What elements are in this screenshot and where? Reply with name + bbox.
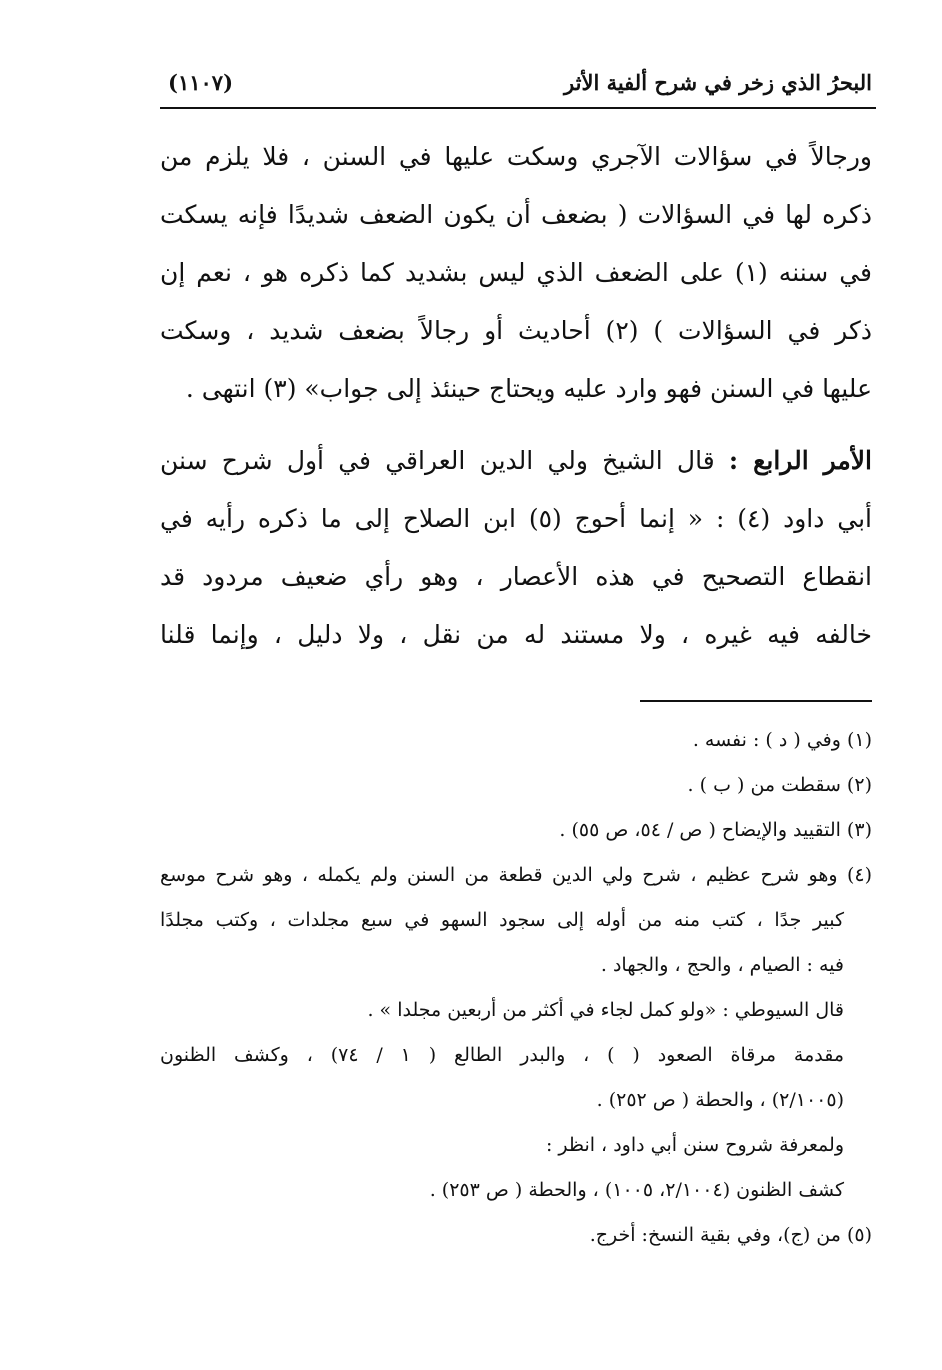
body-line: ورجالاً في سؤالات الآجري وسكت عليها في السنن ، فلا يلزم من	[160, 142, 872, 171]
header-rule	[160, 107, 876, 109]
footnote-4-cont: كشف الظنون (٢/١٠٠٤، ١٠٠٥) ، والحطة ( ص ٢٥٣) .	[429, 1179, 844, 1201]
footnote-2: (٢) سقطت من ( ب ) .	[687, 774, 872, 796]
body-line: أبي داود (٤) : « إنما أحوج (٥) ابن الصلاح إلى ما ذكره رأيه في	[160, 504, 872, 533]
footnote-3: (٣) التقييد والإيضاح ( ص / ٥٤، ص ٥٥) .	[559, 819, 872, 841]
footnote-4-cont: فيه : الصيام ، والحج ، والجهاد .	[600, 954, 844, 976]
body-line: خالفه فيه غيره ، ولا مستند له من نقل ، ولا دليل ، وإنما قلنا	[160, 620, 872, 649]
footnote-4-cont: مقدمة مرقاة الصعود ( ) ، والبدر الطالع ( ١ / ٧٤) ، وكشف الظنون	[160, 1044, 845, 1066]
body-line: عليها في السنن فهو وارد عليه ويحتاج حينئذ إلى جواب» (٣) انتهى .	[185, 374, 872, 403]
page-number: (١١٠٧)	[168, 70, 233, 95]
paragraph-gap	[160, 418, 872, 432]
body-line: ذكر في السؤالات ) (٢) أحاديث أو رجالاً بضعف شديد ، وسكت	[160, 316, 872, 345]
footnote-1: (١) وفي ( د ) : نفسه .	[692, 729, 872, 751]
footnote-4-cont: كبير جدًا ، كتب منه من أوله إلى سجود السهو في سبع مجلدات ، وكتب مجلدًا	[160, 909, 844, 931]
section-lead-rest: قال الشيخ ولي الدين العراقي في أول شرح سنن	[160, 446, 729, 475]
footnotes	[160, 718, 872, 1258]
footnote-rule	[640, 700, 872, 702]
body-line: في سننه (١) على الضعف الذي ليس بشديد كما ذكره هو ، نعم إن	[160, 258, 872, 287]
book-title: البحرُ الذي زخر في شرح ألفية الأثر	[564, 70, 872, 95]
section-lead: الأمر الرابع :	[728, 446, 872, 475]
footnote-5: (٥) من (ج)، وفي بقية النسخ: أخرج.	[589, 1224, 872, 1246]
main-text	[160, 128, 872, 664]
footnote-4: (٤) وهو شرح عظيم ، شرح ولي الدين قطعة من السنن ولم يكمله ، وهو شرح موسع	[160, 864, 872, 886]
footnote-4-cont: ولمعرفة شروح سنن أبي داود ، انظر :	[545, 1134, 844, 1156]
footnote-4-cont: (٢/١٠٠٥) ، والحطة ( ص ٢٥٢) .	[596, 1089, 844, 1111]
running-header	[160, 66, 876, 106]
body-line: ذكره لها في السؤالات ( بضعف أن يكون الضعف شديدًا فإنه يسكت	[160, 200, 872, 229]
body-line	[160, 432, 872, 490]
footnote-4-cont: قال السيوطي : «ولو كمل لجاء في أكثر من أربعين مجلدا » .	[367, 999, 844, 1021]
body-line: انقطاع التصحيح في هذه الأعصار ، وهو رأي ضعيف مردود قد	[160, 562, 872, 591]
